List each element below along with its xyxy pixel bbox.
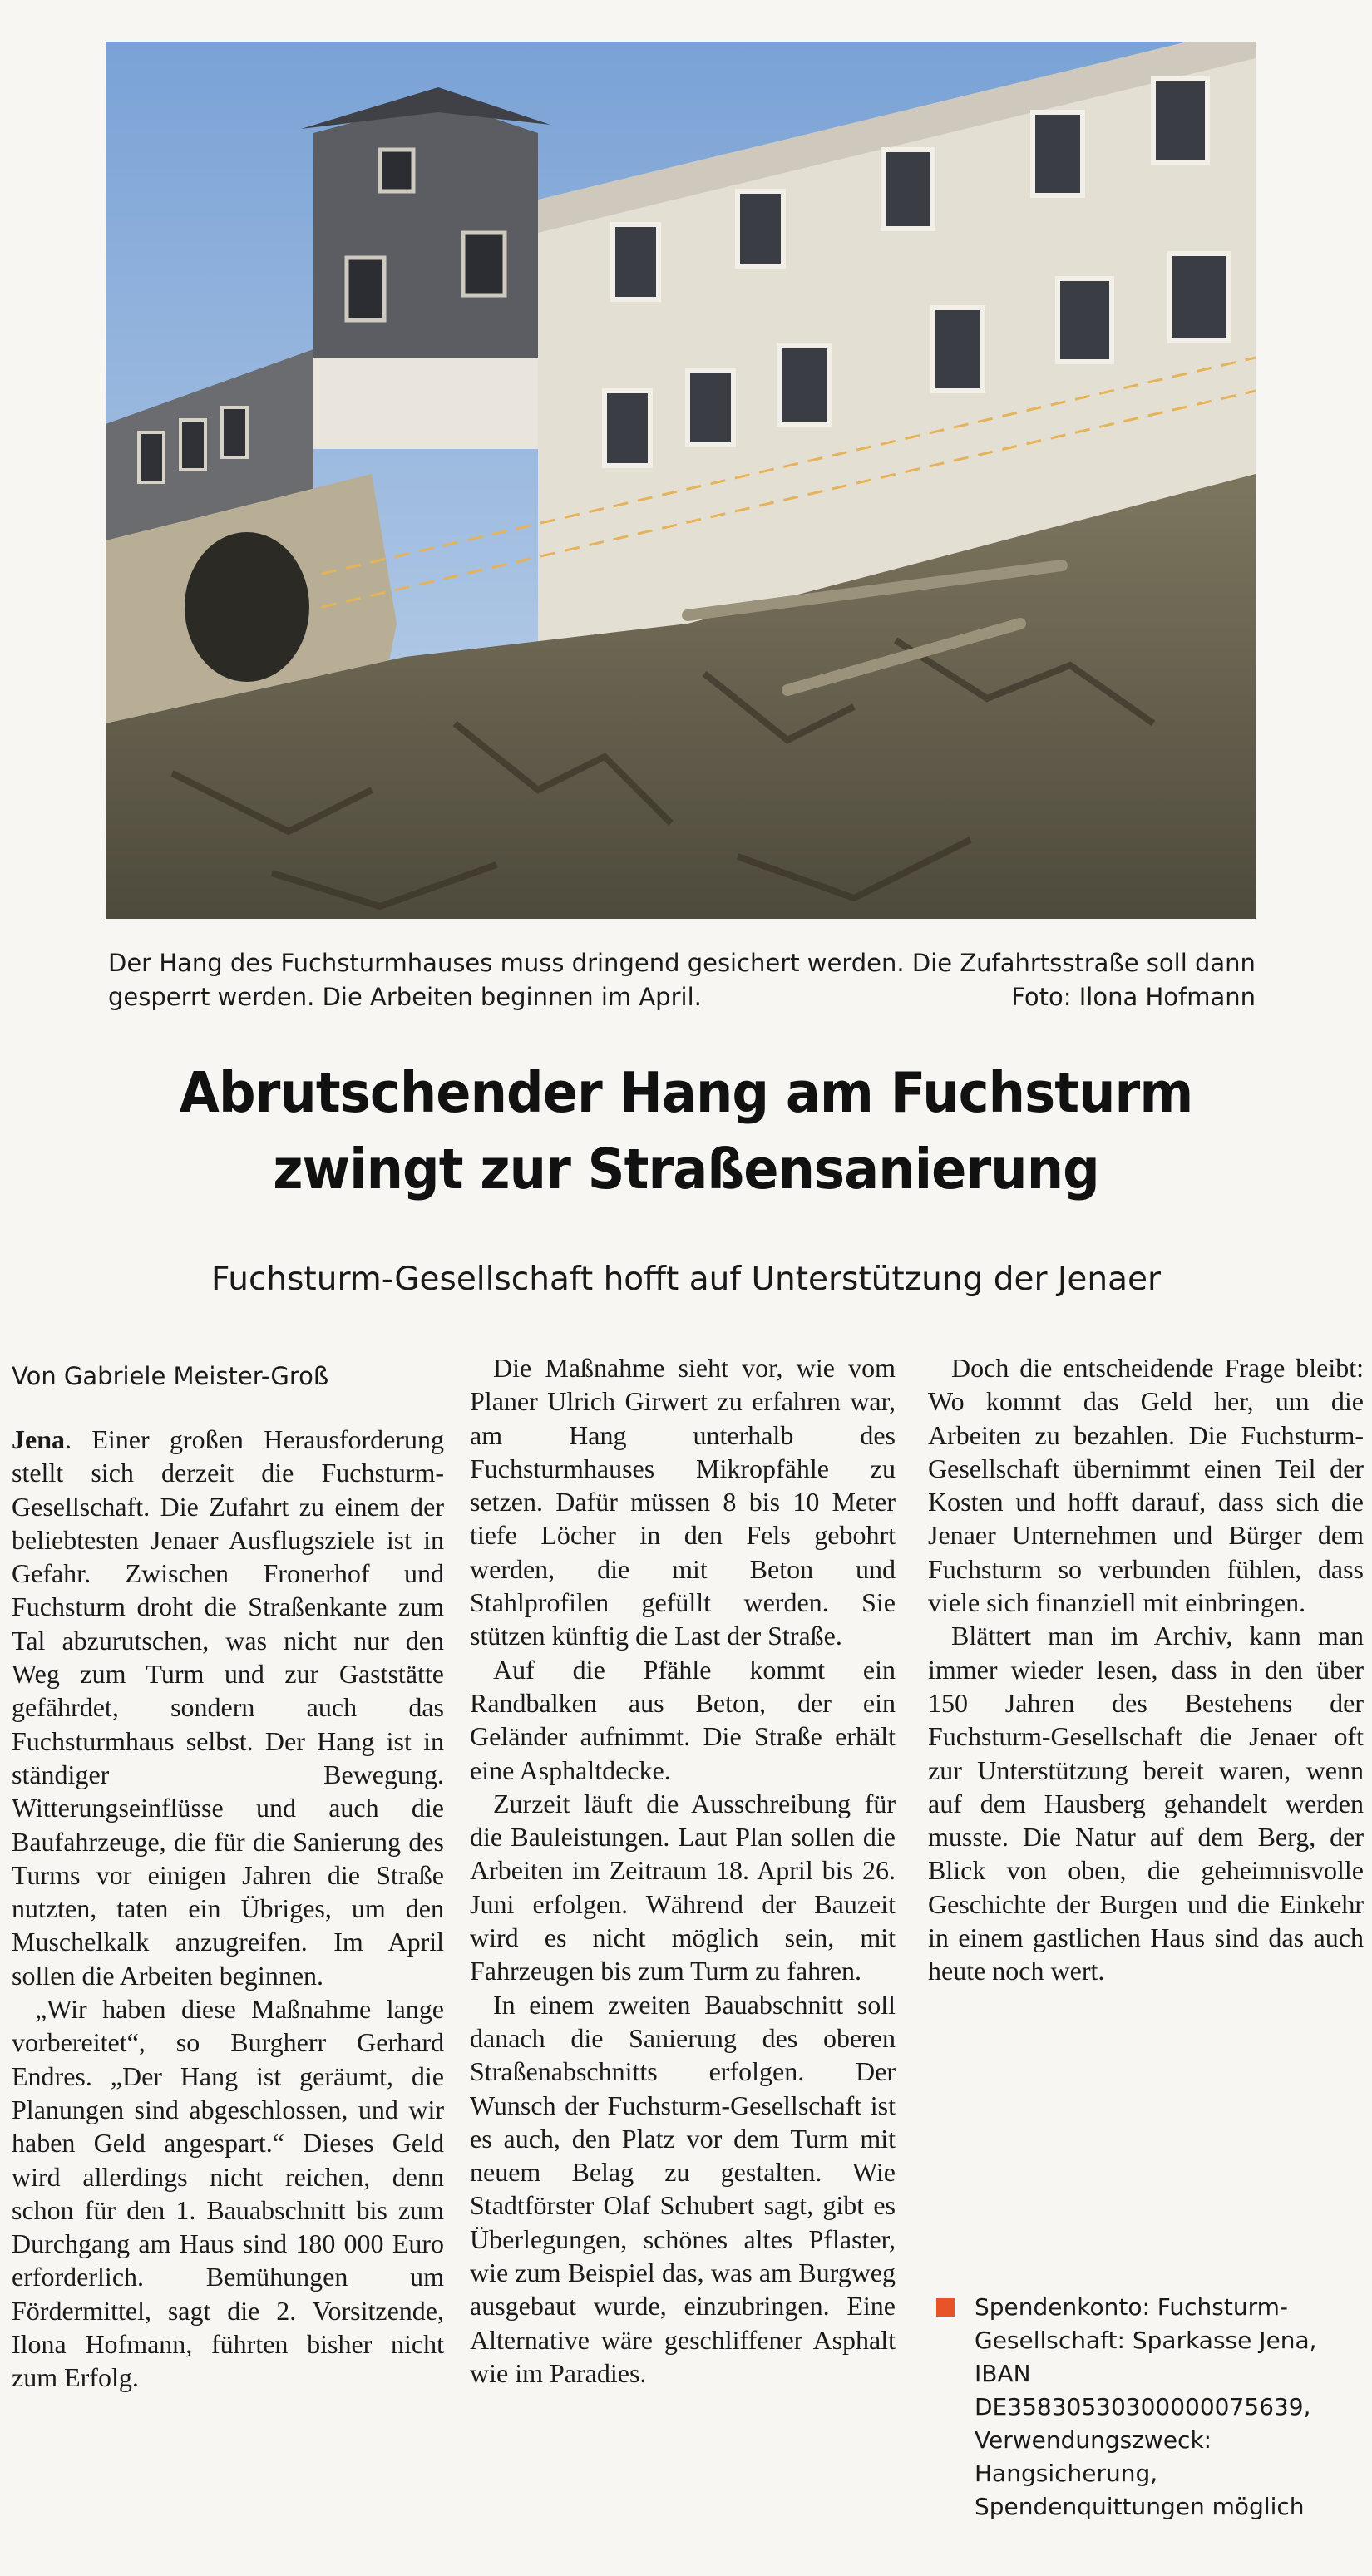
donation-text: Spendenkonto: Fuchsturm-Gesellschaft: Sparkasse Jena, IBAN DE35830530300000075639, Verwendungszweck: Hangsicherung, Spendenquittungen möglich <box>975 2293 1317 2520</box>
paragraph-3: Die Maßnahme sieht vor, wie vom Planer Ulrich Girwert zu erfahren war, am Hang unterhalb des Fuchsturmhauses Mikropfähle zu setzen. Dafür müssen 8 bis 10 Meter tiefe Löcher in den Fels gebohrt werden, die mit Beton und Stahlprofilen gefüllt werden. Sie stützen künftig die Last der Straße. <box>470 1353 896 1651</box>
paragraph-7: Doch die entscheidende Frage bleibt: Wo kommt das Geld her, um die Arbeiten zu bezahlen. Die Fuchsturm-Gesellschaft übernimmt einen Teil der Kosten und hofft darauf, dass sich die Jenaer Unternehmen und Bürger dem Fuchsturm so verbunden fühlen, dass viele sich finanziell mit einbringen. <box>928 1353 1364 1618</box>
byline: Von Gabriele Meister-Groß <box>12 1362 329 1390</box>
photo-caption <box>108 946 1256 1014</box>
photo-credit: Foto: Ilona Hofmann <box>1011 983 1256 1011</box>
column-2 <box>470 1351 896 2390</box>
column-1 <box>12 1360 444 2395</box>
headline-line-2: zwingt zur Straßensanierung <box>273 1137 1099 1202</box>
headline <box>95 1054 1278 1207</box>
caption-text: Der Hang des Fuchsturmhauses muss dringend gesichert werden. Die Zufahrtsstraße soll dann gesperrt werden. Die Arbeiten beginnen im April. <box>108 949 1256 1011</box>
dateline: Jena <box>12 1424 65 1454</box>
paragraph-4: Auf die Pfähle kommt ein Randbalken aus Beton, der ein Geländer aufnimmt. Die Straße erhält eine Asphaltdecke. <box>470 1654 896 1785</box>
paragraph-5: Zurzeit läuft die Ausschreibung für die Bauleistungen. Laut Plan sollen die Arbeiten im Zeitraum 18. April bis 26. Juni erfolgen. Während der Bauzeit wird es nicht möglich sein, mit Fahrzeugen bis zum Turm zu fahren. <box>470 1788 896 1986</box>
paragraph-1 <box>12 1423 444 1992</box>
bullet-square-icon <box>936 2298 955 2317</box>
headline-line-1: Abrutschender Hang am Fuchsturm <box>179 1060 1193 1125</box>
paragraph-8: Blättert man im Archiv, kann man immer wieder lesen, dass in den über 150 Jahren des Bestehens der Fuchsturm-Gesellschaft die Jenaer oft zur Unterstützung bereit waren, wenn auf dem Hausberg gehandelt werden musste. Die Natur auf dem Berg, der Blick von oben, die geheimnisvolle Geschichte der Burgen und die Einkehr in einem gastlichen Haus sind das auch heute noch wert. <box>928 1621 1364 1986</box>
article-photo <box>106 42 1256 919</box>
donation-info-box <box>936 2291 1369 2524</box>
subheadline: Fuchsturm-Gesellschaft hofft auf Unterstützung der Jenaer <box>210 1261 1162 1298</box>
paragraph-2: „Wir haben diese Maßnahme lange vorbereitet“, so Burgherr Gerhard Endres. „Der Hang ist geräumt, die Planungen sind abgeschlossen, und wir haben Geld angespart.“ Dieses Geld wird allerdings nicht reichen, denn schon für den 1. Bauabschnitt bis zum Durchgang am Haus sind 180 000 Euro erforderlich. Bemühungen um Fördermittel, sagt die 2. Vorsitzende, Ilona Hofmann, führten bisher nicht zum Erfolg. <box>12 1994 444 2393</box>
column-3 <box>928 1351 1364 1988</box>
building-on-slope-photo <box>106 42 1256 919</box>
paragraph-6: In einem zweiten Bauabschnitt soll danach die Sanierung des oberen Straßenabschnitts erfolgen. Der Wunsch der Fuchsturm-Gesellschaft ist es auch, den Platz vor dem Turm mit neuem Belag zu gestalten. Wie Stadtförster Olaf Schubert sagt, gibt es Überlegungen, schönes altes Pflaster, wie zum Beispiel das, was am Burgweg ausgebaut wurde, einzubringen. Eine Alternative wäre geschliffener Asphalt wie im Paradies. <box>470 1989 896 2388</box>
paragraph-1-text: . Einer großen Herausforderung stellt sich derzeit die Fuchsturm-Gesellschaft. Die Zufahrt zu einem der beliebtesten Jenaer Ausflugsziele ist in Gefahr. Zwischen Fronerhof und Fuchsturm droht die Straßenkante zum Tal abzurutschen, was nicht nur den Weg zum Turm und zur Gaststätte gefährdet, sondern auch das Fuchsturmhaus selbst. Der Hang ist in ständiger Bewegung. Witterungseinflüsse und auch die Baufahrzeuge, die für die Sanierung des Turms vor einigen Jahren die Straße nutzten, taten ein Übriges, um den Muschelkalk anzugreifen. Im April sollen die Arbeiten beginnen. <box>12 1424 444 1991</box>
